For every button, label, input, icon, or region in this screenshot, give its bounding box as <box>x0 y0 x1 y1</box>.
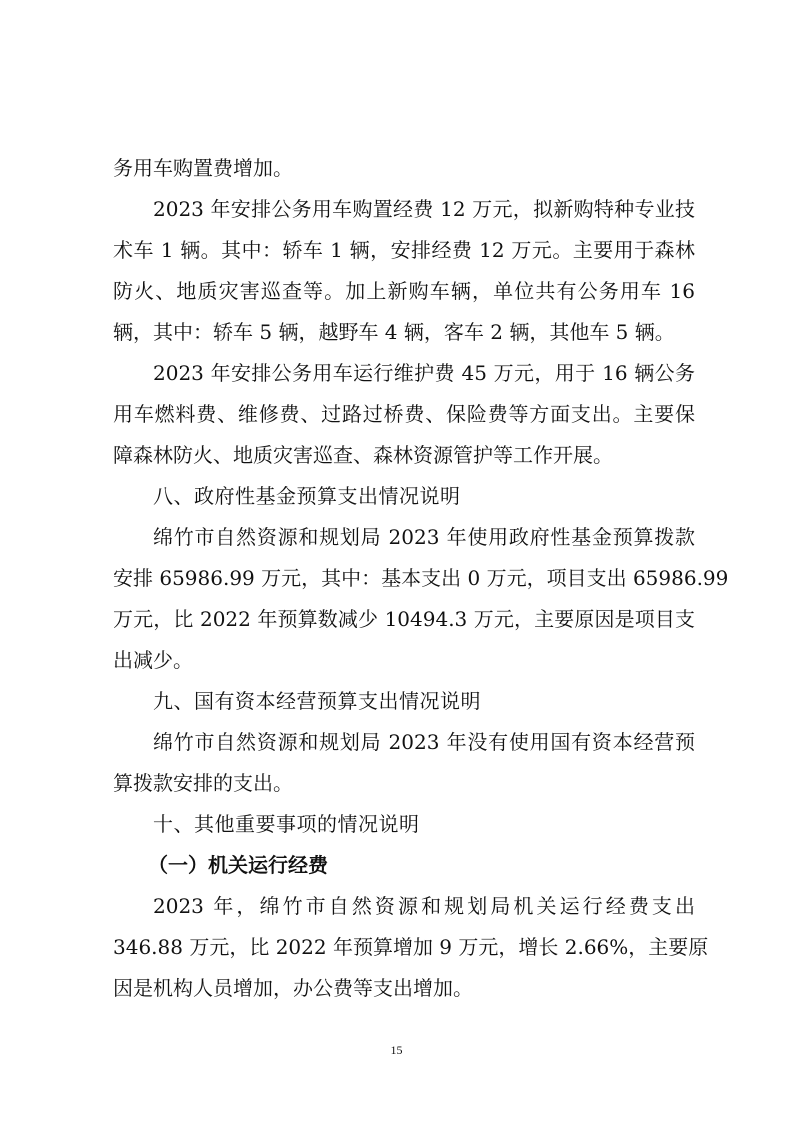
paragraph-line: 出减少。 <box>113 648 193 672</box>
section-heading-10: 十、其他重要事项的情况说明 <box>153 812 420 836</box>
paragraph-line: 务用车购置费增加。 <box>113 156 293 180</box>
paragraph-line: 2023 年，绵竹市自然资源和规划局机关运行经费支出 <box>153 894 695 918</box>
paragraph-line: 术车 1 辆。其中：轿车 1 辆，安排经费 12 万元。主要用于森林 <box>113 238 695 262</box>
paragraph-line: 辆，其中：轿车 5 辆，越野车 4 辆，客车 2 辆，其他车 5 辆。 <box>113 320 675 344</box>
paragraph-line: 防火、地质灾害巡查等。加上新购车辆，单位共有公务用车 16 <box>113 279 695 303</box>
paragraph-line: 2023 年安排公务用车购置经费 12 万元，拟新购特种专业技 <box>153 197 695 221</box>
section-heading-9: 九、国有资本经营预算支出情况说明 <box>153 689 481 713</box>
paragraph-line: 因是机构人员增加，办公费等支出增加。 <box>113 976 473 1000</box>
paragraph-line: 2023 年安排公务用车运行维护费 45 万元，用于 16 辆公务 <box>153 361 695 385</box>
paragraph-line: 万元，比 2022 年预算数减少 10494.3 万元，主要原因是项目支 <box>113 607 695 631</box>
paragraph-line: 障森林防火、地质灾害巡查、森林资源管护等工作开展。 <box>113 443 613 467</box>
paragraph-line: 安排 65986.99 万元，其中：基本支出 0 万元，项目支出 65986.99 <box>113 566 729 590</box>
paragraph-line: 算拨款安排的支出。 <box>113 771 293 795</box>
paragraph-line: 用车燃料费、维修费、过路过桥费、保险费等方面支出。主要保 <box>113 402 695 426</box>
section-heading-8: 八、政府性基金预算支出情况说明 <box>153 484 461 508</box>
subsection-heading: （一）机关运行经费 <box>148 853 328 877</box>
page-number: 15 <box>390 1043 403 1057</box>
paragraph-line: 绵竹市自然资源和规划局 2023 年使用政府性基金预算拨款 <box>153 525 695 549</box>
paragraph-line: 346.88 万元，比 2022 年预算增加 9 万元，增长 2.66%，主要原 <box>113 935 709 959</box>
paragraph-line: 绵竹市自然资源和规划局 2023 年没有使用国有资本经营预 <box>153 730 695 754</box>
